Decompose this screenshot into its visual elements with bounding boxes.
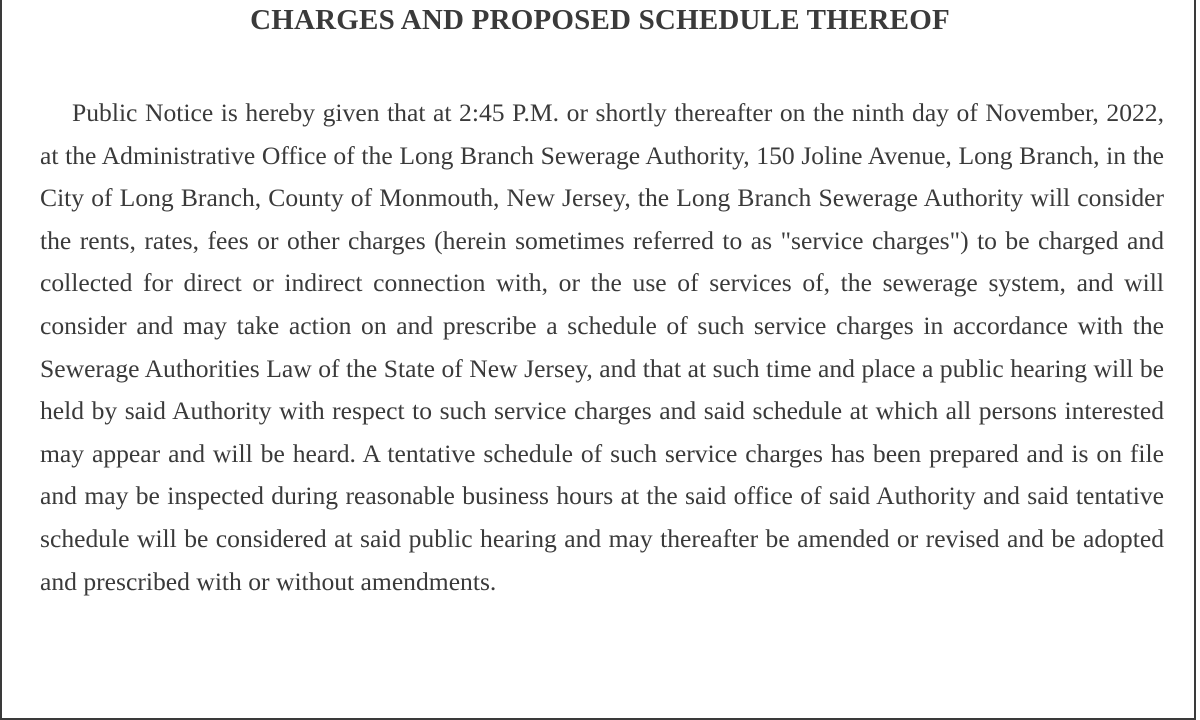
- notice-heading: CHARGES AND PROPOSED SCHEDULE THEREOF: [250, 4, 950, 36]
- notice-body-paragraph: Public Notice is hereby given that at 2:45 P.M. or shortly thereafter on the ninth day of November, 2022, at the Administrative Office of the Long Branch Sewerage Authority, 150 Joline Avenue, Long Branch, in the City of Long Branch, County of Monmouth, New Jersey, the Long Branch Sewerage Authority will consider the rents, rates, fees or other charges (herein sometimes referred to as "service charges") to be charged and collected for direct or indirect connection with, or the use of services of, the sewerage system, and will consider and may take action on and prescribe a schedule of such service charges in accordance with the Sewerage Authorities Law of the State of New Jersey, and that at such time and place a public hearing will be held by said Authority with respect to such service charges and said schedule at which all persons interested may appear and will be heard. A tentative schedule of such service charges has been prepared and is on file and may be inspected during reasonable business hours at the said office of said Authority and said tentative schedule will be considered at said public hearing and may thereafter be amended or revised and be adopted and prescribed with or without amendments.: [40, 98, 1164, 596]
